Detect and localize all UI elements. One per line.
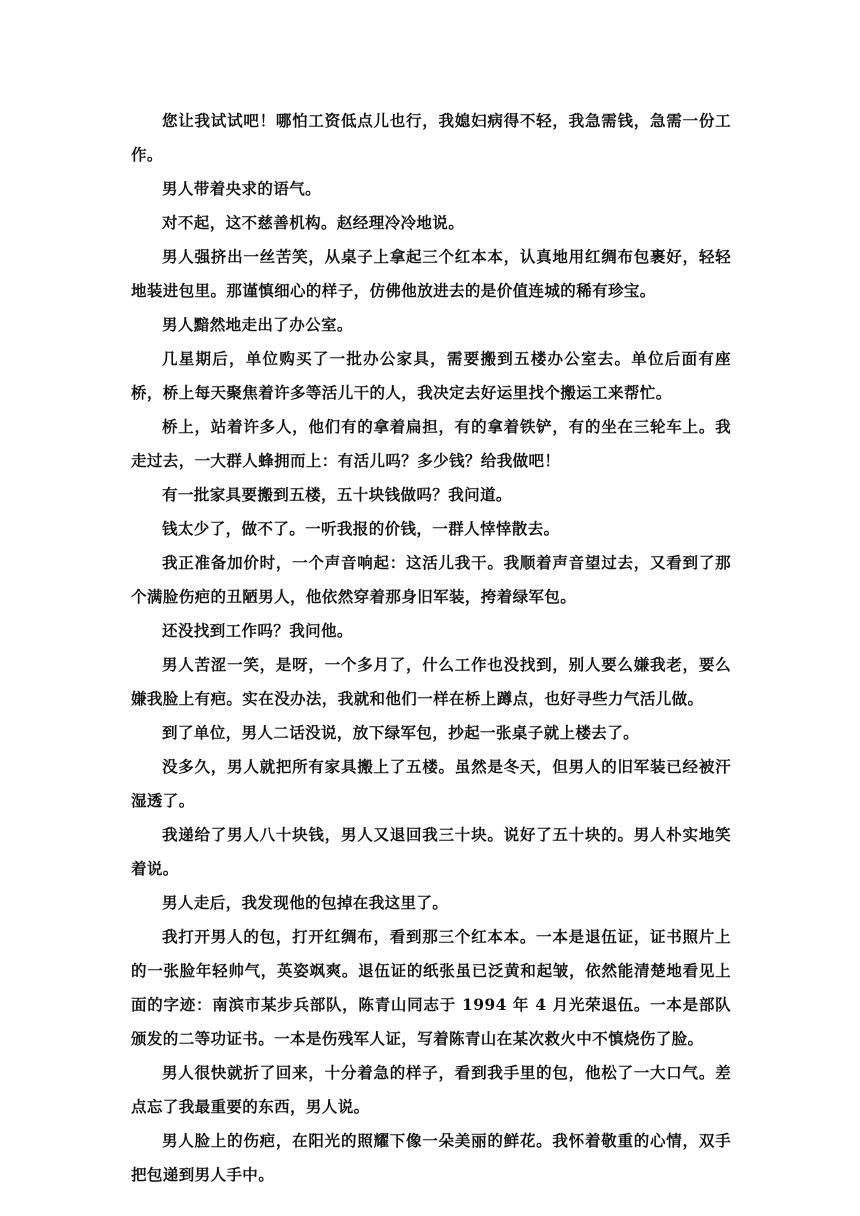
paragraph-6: 几星期后，单位购买了一批办公家具，需要搬到五楼办公室去。单位后面有座桥，桥上每天聚焦着许多等活儿干的人，我决定去好运里找个搬运工来帮忙。	[131, 349, 731, 402]
paragraph-18: 男人很快就折了回来，十分着急的样子，看到我手里的包，他松了一大口气。差点忘了我最重要的东西，男人说。	[131, 1063, 731, 1116]
paragraph-13: 到了单位，男人二话没说，放下绿军包，抄起一张桌子就上楼去了。	[162, 723, 640, 742]
paragraph-9: 钱太少了，做不了。一听我报的价钱，一群人悻悻散去。	[162, 519, 560, 538]
story-text	[131, 104, 731, 1192]
paragraph-5: 男人黯然地走出了办公室。	[162, 315, 353, 334]
paragraph-1: 您让我试试吧！哪怕工资低点儿也行，我媳妇病得不轻，我急需钱，急需一份工作。	[131, 111, 731, 164]
paragraph-11: 还没找到工作吗？我问他。	[162, 621, 353, 640]
paragraph-3: 对不起，这不慈善机构。赵经理冷冷地说。	[162, 213, 465, 232]
paragraph-15: 我递给了男人八十块钱，男人又退回我三十块。说好了五十块的。男人朴实地笑着说。	[131, 825, 731, 878]
paragraph-17: 我打开男人的包，打开红绸布，看到那三个红本本。一本是退伍证，证书照片上的一张脸年轻帅气，英姿飒爽。退伍证的纸张虽已泛黄和起皱，依然能清楚地看见上面的字迹：南滨市某步兵部队，陈青山同志于 1994 年 4 月光荣退伍。一本是部队颁发的二等功证书。一本是伤残军人证，写着陈青山在某次救火中不慎烧伤了脸。	[131, 927, 731, 1048]
paragraph-12: 男人苦涩一笑，是呀，一个多月了，什么工作也没找到，别人要么嫌我老，要么嫌我脸上有疤。实在没办法，我就和他们一样在桥上蹲点，也好寻些力气活儿做。	[131, 655, 731, 708]
paragraph-7: 桥上，站着许多人，他们有的拿着扁担，有的拿着铁铲，有的坐在三轮车上。我走过去，一大群人蜂拥而上：有活儿吗？多少钱？给我做吧！	[131, 417, 731, 470]
paragraph-8: 有一批家具要搬到五楼，五十块钱做吗？我问道。	[162, 485, 512, 504]
paragraph-10: 我正准备加价时，一个声音响起：这活儿我干。我顺着声音望过去，又看到了那个满脸伤疤的丑陋男人，他依然穿着那身旧军装，挎着绿军包。	[131, 553, 731, 606]
paragraph-19: 男人脸上的伤疤，在阳光的照耀下像一朵美丽的鲜花。我怀着敬重的心情，双手把包递到男人手中。	[131, 1131, 731, 1184]
paragraph-16: 男人走后，我发现他的包掉在我这里了。	[162, 893, 449, 912]
paragraph-14: 没多久，男人就把所有家具搬上了五楼。虽然是冬天，但男人的旧军装已经被汗湿透了。	[131, 757, 731, 810]
paragraph-4: 男人强挤出一丝苦笑，从桌子上拿起三个红本本，认真地用红绸布包裹好，轻轻地装进包里。那谨慎细心的样子，仿佛他放进去的是价值连城的稀有珍宝。	[131, 247, 731, 300]
paragraph-2: 男人带着央求的语气。	[162, 179, 322, 198]
